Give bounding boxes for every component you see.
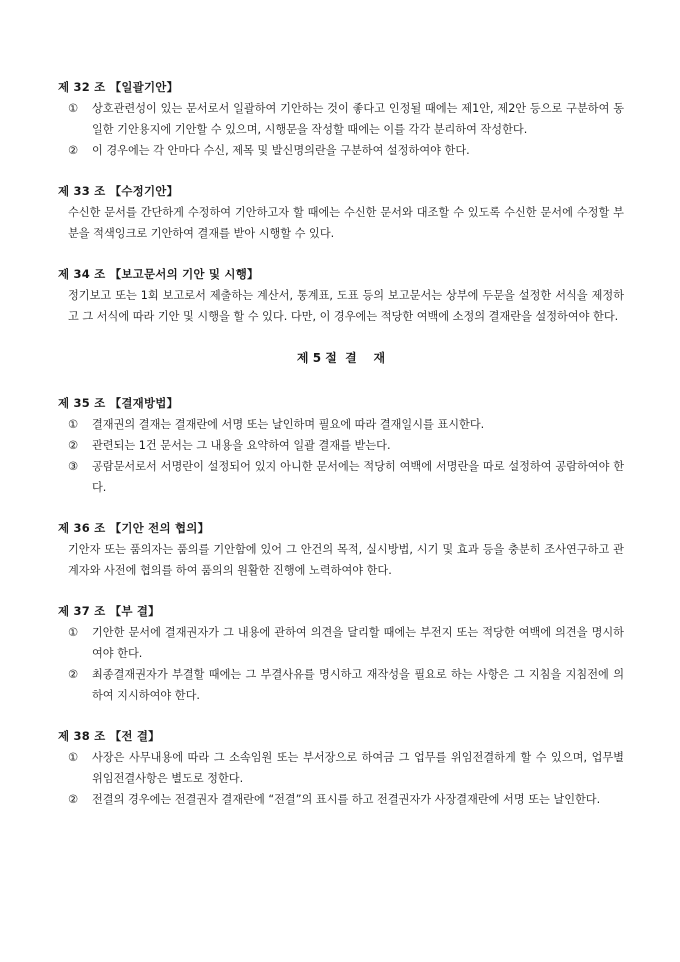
article-33 bbox=[58, 182, 624, 244]
clause-text: 이 경우에는 각 안마다 수신, 제목 및 발신명의란을 구분하여 설정하여야 한다. bbox=[92, 144, 470, 157]
clause-text: 사장은 사무내용에 따라 그 소속임원 또는 부서장으로 하여금 그 업무를 위임전결하게 할 수 있으며, 업무별 위임전결사항은 별도로 정한다. bbox=[92, 751, 624, 785]
clause-text: 상호관련성이 있는 문서로서 일괄하여 기안하는 것이 좋다고 인정될 때에는 제1안, 제2안 등으로 구분하여 동일한 기안용지에 기안할 수 있으며, 시행문을 작성할 때에는 이를 각각 분리하여 작성한다. bbox=[92, 102, 624, 136]
clause-number: ② bbox=[68, 793, 79, 806]
article-35 bbox=[58, 394, 624, 498]
article-title: 제 36 조 【기안 전의 협의】 bbox=[58, 521, 210, 535]
clause bbox=[58, 622, 624, 664]
clause-text: 결재권의 결재는 결재란에 서명 또는 날인하며 필요에 따라 결재일시를 표시한다. bbox=[92, 418, 485, 431]
article-36 bbox=[58, 519, 624, 581]
clause-number: ① bbox=[68, 102, 79, 115]
article-37 bbox=[58, 602, 624, 706]
clause-number: ② bbox=[68, 668, 79, 681]
clause-number: ② bbox=[68, 144, 79, 157]
article-34 bbox=[58, 265, 624, 327]
clause-text: 기안한 문서에 결재권자가 그 내용에 관하여 의견을 달리할 때에는 부전지 또는 적당한 여백에 의견을 명시하여야 한다. bbox=[92, 626, 624, 660]
clause-number: ① bbox=[68, 751, 79, 764]
article-body: 기안자 또는 품의자는 품의를 기안함에 있어 그 안건의 목적, 실시방법, 시기 및 효과 등을 충분히 조사연구하고 관계자와 사전에 협의를 하여 품의의 원활한 진행에 노력하여야 한다. bbox=[68, 543, 624, 577]
clause-number: ① bbox=[68, 626, 79, 639]
article-body: 수신한 문서를 간단하게 수정하여 기안하고자 할 때에는 수신한 문서와 대조할 수 있도록 수신한 문서에 수정할 부분을 적색잉크로 기안하여 결재를 받아 시행할 수 있다. bbox=[68, 206, 624, 240]
clause bbox=[58, 98, 624, 140]
article-32 bbox=[58, 78, 624, 161]
clause bbox=[58, 789, 624, 810]
clause bbox=[58, 435, 624, 456]
clause bbox=[58, 456, 624, 498]
clause-text: 최종결재권자가 부결할 때에는 그 부결사유를 명시하고 재작성을 필요로 하는 사항은 그 지침을 지침전에 의하여 지시하여야 한다. bbox=[92, 668, 624, 702]
clause bbox=[58, 664, 624, 706]
clause bbox=[58, 140, 624, 161]
article-title: 제 34 조 【보고문서의 기안 및 시행】 bbox=[58, 267, 259, 281]
article-title: 제 33 조 【수정기안】 bbox=[58, 184, 179, 198]
clause bbox=[58, 747, 624, 789]
section-heading: 제 5 절 결 재 bbox=[296, 351, 386, 365]
clause-number: ① bbox=[68, 418, 79, 431]
clause-number: ③ bbox=[68, 460, 79, 473]
clause-text: 공람문서로서 서명란이 설정되어 있지 아니한 문서에는 적당히 여백에 서명란을 따로 설정하여 공람하여야 한다. bbox=[92, 460, 624, 494]
article-title: 제 32 조 【일괄기안】 bbox=[58, 80, 179, 94]
article-title: 제 37 조 【부 결】 bbox=[58, 604, 160, 618]
clause-text: 관련되는 1건 문서는 그 내용을 요약하여 일괄 결재를 받는다. bbox=[92, 439, 391, 452]
article-title: 제 35 조 【결재방법】 bbox=[58, 396, 179, 410]
article-body: 정기보고 또는 1회 보고로서 제출하는 계산서, 통계표, 도표 등의 보고문서는 상부에 두문을 설정한 서식을 제정하고 그 서식에 따라 기안 및 시행을 할 수 있다. 다만, 이 경우에는 적당한 여백에 소정의 결재란을 설정하여야 한다. bbox=[68, 289, 624, 323]
clause-number: ② bbox=[68, 439, 79, 452]
article-38 bbox=[58, 727, 624, 810]
clause-text: 전결의 경우에는 전결권자 결재란에 “전결”의 표시를 하고 전결권자가 사장결재란에 서명 또는 날인한다. bbox=[92, 793, 601, 806]
clause bbox=[58, 414, 624, 435]
article-title: 제 38 조 【전 결】 bbox=[58, 729, 160, 743]
